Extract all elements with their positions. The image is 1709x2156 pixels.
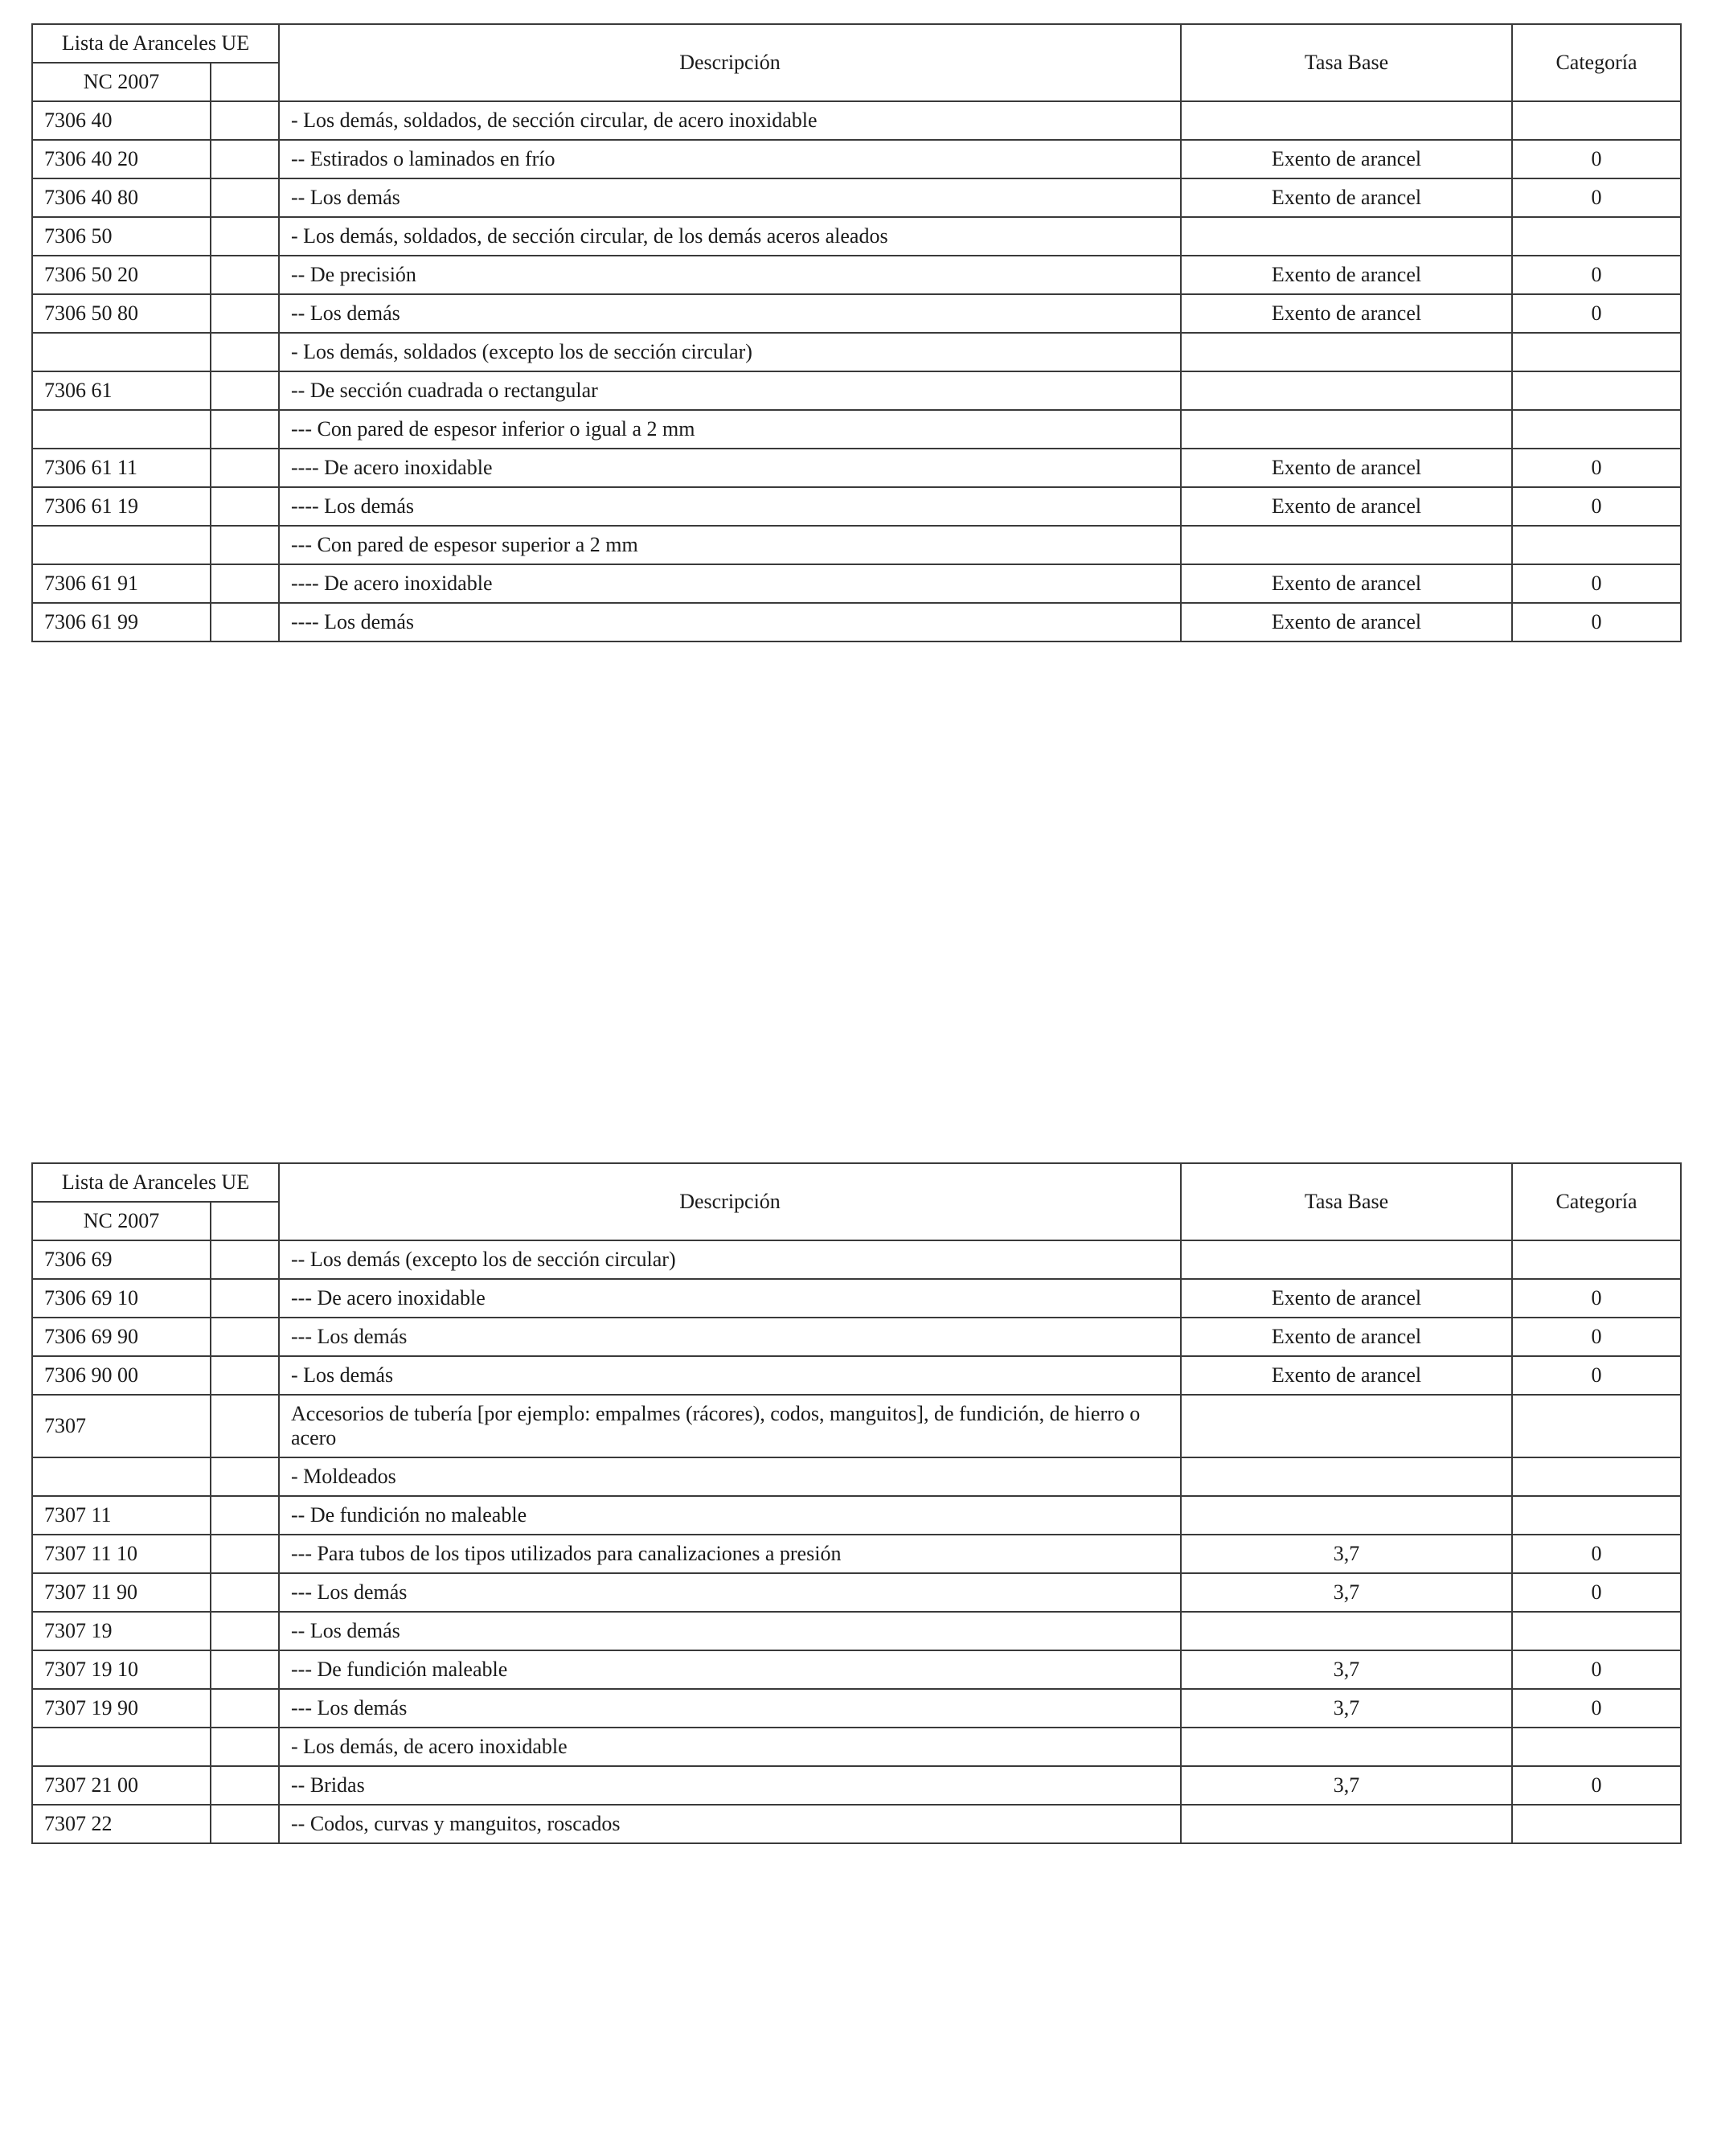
table-row [32, 1356, 1681, 1395]
table-row [32, 1395, 1681, 1457]
cell-category: 0 [1512, 1650, 1681, 1689]
cell-code [32, 333, 211, 371]
cell-description: -- Los demás [279, 294, 1181, 333]
cell-category [1512, 1457, 1681, 1496]
header-base-rate: Tasa Base [1181, 24, 1512, 101]
cell-base-rate [1181, 1395, 1512, 1457]
cell-description: - Los demás [279, 1356, 1181, 1395]
cell-code: 7307 22 [32, 1805, 211, 1843]
tariff-table-2 [31, 1162, 1682, 1844]
cell-category: 0 [1512, 487, 1681, 526]
table-row [32, 1650, 1681, 1689]
cell-base-rate [1181, 1728, 1512, 1766]
cell-blank [211, 1612, 279, 1650]
cell-blank [211, 1805, 279, 1843]
cell-blank [211, 1356, 279, 1395]
table-row [32, 1240, 1681, 1279]
cell-blank [211, 1395, 279, 1457]
cell-code: 7307 19 10 [32, 1650, 211, 1689]
header-category: Categoría [1512, 24, 1681, 101]
cell-base-rate [1181, 333, 1512, 371]
table-row [32, 1728, 1681, 1766]
header-category: Categoría [1512, 1163, 1681, 1240]
cell-description: - Moldeados [279, 1457, 1181, 1496]
cell-base-rate: 3,7 [1181, 1535, 1512, 1573]
table-row [32, 1573, 1681, 1612]
cell-blank [211, 410, 279, 449]
cell-base-rate: Exento de arancel [1181, 1356, 1512, 1395]
cell-category: 0 [1512, 140, 1681, 178]
cell-base-rate: Exento de arancel [1181, 449, 1512, 487]
table-row [32, 101, 1681, 140]
table-row [32, 333, 1681, 371]
cell-description: ---- De acero inoxidable [279, 449, 1181, 487]
cell-blank [211, 1573, 279, 1612]
table-row [32, 1612, 1681, 1650]
cell-blank [211, 1728, 279, 1766]
cell-code [32, 526, 211, 564]
cell-blank [211, 1650, 279, 1689]
cell-base-rate [1181, 1805, 1512, 1843]
cell-category: 0 [1512, 564, 1681, 603]
cell-base-rate [1181, 101, 1512, 140]
cell-blank [211, 1457, 279, 1496]
table-row [32, 564, 1681, 603]
cell-base-rate: Exento de arancel [1181, 1279, 1512, 1318]
table-row [32, 1805, 1681, 1843]
cell-base-rate: Exento de arancel [1181, 1318, 1512, 1356]
cell-description: -- Los demás (excepto los de sección circular) [279, 1240, 1181, 1279]
table-row [32, 294, 1681, 333]
cell-code: 7306 61 [32, 371, 211, 410]
cell-base-rate [1181, 1457, 1512, 1496]
cell-description: --- Para tubos de los tipos utilizados para canalizaciones a presión [279, 1535, 1181, 1573]
cell-base-rate: Exento de arancel [1181, 140, 1512, 178]
table-row [32, 217, 1681, 256]
cell-category: 0 [1512, 1573, 1681, 1612]
header-nc: NC 2007 [32, 63, 211, 101]
cell-base-rate: 3,7 [1181, 1650, 1512, 1689]
table-row [32, 1318, 1681, 1356]
cell-blank [211, 371, 279, 410]
cell-category: 0 [1512, 178, 1681, 217]
cell-code: 7306 40 [32, 101, 211, 140]
cell-base-rate: Exento de arancel [1181, 487, 1512, 526]
cell-blank [211, 333, 279, 371]
cell-description: --- Con pared de espesor superior a 2 mm [279, 526, 1181, 564]
table-header [32, 1163, 1681, 1240]
cell-base-rate [1181, 217, 1512, 256]
cell-category: 0 [1512, 1318, 1681, 1356]
cell-category [1512, 1395, 1681, 1457]
cell-description: - Los demás, soldados (excepto los de sección circular) [279, 333, 1181, 371]
cell-description: -- Estirados o laminados en frío [279, 140, 1181, 178]
cell-description: - Los demás, soldados, de sección circular, de los demás aceros aleados [279, 217, 1181, 256]
cell-code: 7306 69 90 [32, 1318, 211, 1356]
cell-category: 0 [1512, 1279, 1681, 1318]
cell-description: -- Bridas [279, 1766, 1181, 1805]
cell-blank [211, 140, 279, 178]
cell-description: -- De sección cuadrada o rectangular [279, 371, 1181, 410]
cell-code: 7307 19 [32, 1612, 211, 1650]
cell-blank [211, 487, 279, 526]
cell-description: - Los demás, de acero inoxidable [279, 1728, 1181, 1766]
cell-category: 0 [1512, 1766, 1681, 1805]
cell-blank [211, 1766, 279, 1805]
header-description: Descripción [279, 1163, 1181, 1240]
cell-description: ---- De acero inoxidable [279, 564, 1181, 603]
cell-description: -- Los demás [279, 178, 1181, 217]
cell-description: -- De precisión [279, 256, 1181, 294]
cell-blank [211, 1279, 279, 1318]
table-row [32, 1766, 1681, 1805]
table-row [32, 487, 1681, 526]
cell-code: 7307 11 10 [32, 1535, 211, 1573]
cell-category [1512, 101, 1681, 140]
cell-base-rate: 3,7 [1181, 1766, 1512, 1805]
cell-category [1512, 410, 1681, 449]
cell-description: -- Codos, curvas y manguitos, roscados [279, 1805, 1181, 1843]
cell-base-rate [1181, 410, 1512, 449]
table-row [32, 603, 1681, 641]
cell-category [1512, 333, 1681, 371]
cell-category: 0 [1512, 1535, 1681, 1573]
cell-code: 7307 11 [32, 1496, 211, 1535]
header-blank [211, 63, 279, 101]
cell-code: 7306 40 20 [32, 140, 211, 178]
table-row [32, 256, 1681, 294]
cell-blank [211, 217, 279, 256]
cell-code [32, 1728, 211, 1766]
cell-blank [211, 603, 279, 641]
cell-description: -- Los demás [279, 1612, 1181, 1650]
table-row [32, 140, 1681, 178]
cell-category [1512, 1612, 1681, 1650]
cell-base-rate [1181, 526, 1512, 564]
cell-code: 7306 61 19 [32, 487, 211, 526]
cell-category: 0 [1512, 603, 1681, 641]
cell-description: --- Los demás [279, 1689, 1181, 1728]
cell-description: --- De fundición maleable [279, 1650, 1181, 1689]
cell-category: 0 [1512, 256, 1681, 294]
cell-blank [211, 294, 279, 333]
table-header [32, 24, 1681, 101]
cell-code: 7307 [32, 1395, 211, 1457]
cell-code: 7306 50 [32, 217, 211, 256]
cell-base-rate [1181, 1240, 1512, 1279]
cell-category: 0 [1512, 449, 1681, 487]
cell-blank [211, 564, 279, 603]
cell-base-rate: Exento de arancel [1181, 256, 1512, 294]
cell-description: -- De fundición no maleable [279, 1496, 1181, 1535]
header-blank [211, 1202, 279, 1240]
cell-description: --- Con pared de espesor inferior o igual a 2 mm [279, 410, 1181, 449]
cell-blank [211, 449, 279, 487]
cell-code [32, 1457, 211, 1496]
cell-description: --- Los demás [279, 1318, 1181, 1356]
header-list: Lista de Aranceles UE [32, 1163, 279, 1202]
table-row [32, 371, 1681, 410]
table-row [32, 410, 1681, 449]
cell-description: --- De acero inoxidable [279, 1279, 1181, 1318]
cell-category [1512, 217, 1681, 256]
table-body [32, 1240, 1681, 1843]
table-row [32, 449, 1681, 487]
header-base-rate: Tasa Base [1181, 1163, 1512, 1240]
cell-base-rate: Exento de arancel [1181, 178, 1512, 217]
cell-code: 7307 11 90 [32, 1573, 211, 1612]
cell-code: 7307 19 90 [32, 1689, 211, 1728]
cell-base-rate [1181, 1612, 1512, 1650]
cell-category [1512, 526, 1681, 564]
cell-code: 7306 90 00 [32, 1356, 211, 1395]
cell-base-rate [1181, 1496, 1512, 1535]
table-row [32, 1535, 1681, 1573]
cell-code: 7306 69 [32, 1240, 211, 1279]
cell-category [1512, 1496, 1681, 1535]
tariff-table-1 [31, 23, 1682, 642]
table-row [32, 1496, 1681, 1535]
cell-description: - Los demás, soldados, de sección circular, de acero inoxidable [279, 101, 1181, 140]
cell-category [1512, 371, 1681, 410]
cell-base-rate: 3,7 [1181, 1573, 1512, 1612]
cell-blank [211, 1318, 279, 1356]
cell-blank [211, 1240, 279, 1279]
cell-blank [211, 256, 279, 294]
table-row [32, 1279, 1681, 1318]
cell-code: 7307 21 00 [32, 1766, 211, 1805]
cell-category: 0 [1512, 1356, 1681, 1395]
cell-blank [211, 1496, 279, 1535]
cell-base-rate: Exento de arancel [1181, 294, 1512, 333]
cell-category [1512, 1805, 1681, 1843]
cell-code: 7306 61 11 [32, 449, 211, 487]
cell-description: --- Los demás [279, 1573, 1181, 1612]
table-row [32, 526, 1681, 564]
cell-category: 0 [1512, 294, 1681, 333]
cell-code: 7306 61 99 [32, 603, 211, 641]
cell-category [1512, 1728, 1681, 1766]
cell-blank [211, 101, 279, 140]
table-row [32, 178, 1681, 217]
header-description: Descripción [279, 24, 1181, 101]
cell-base-rate: 3,7 [1181, 1689, 1512, 1728]
cell-code: 7306 50 80 [32, 294, 211, 333]
cell-blank [211, 1689, 279, 1728]
cell-base-rate: Exento de arancel [1181, 564, 1512, 603]
cell-code: 7306 69 10 [32, 1279, 211, 1318]
cell-base-rate [1181, 371, 1512, 410]
cell-description: Accesorios de tubería [por ejemplo: empalmes (rácores), codos, manguitos], de fundición, de hierro o acero [279, 1395, 1181, 1457]
cell-blank [211, 1535, 279, 1573]
header-list: Lista de Aranceles UE [32, 24, 279, 63]
cell-category: 0 [1512, 1689, 1681, 1728]
cell-category [1512, 1240, 1681, 1279]
cell-blank [211, 178, 279, 217]
header-nc: NC 2007 [32, 1202, 211, 1240]
cell-code: 7306 50 20 [32, 256, 211, 294]
cell-code: 7306 61 91 [32, 564, 211, 603]
cell-blank [211, 526, 279, 564]
cell-code: 7306 40 80 [32, 178, 211, 217]
table-row [32, 1689, 1681, 1728]
cell-description: ---- Los demás [279, 603, 1181, 641]
cell-description: ---- Los demás [279, 487, 1181, 526]
cell-base-rate: Exento de arancel [1181, 603, 1512, 641]
table-body [32, 101, 1681, 641]
table-row [32, 1457, 1681, 1496]
cell-code [32, 410, 211, 449]
